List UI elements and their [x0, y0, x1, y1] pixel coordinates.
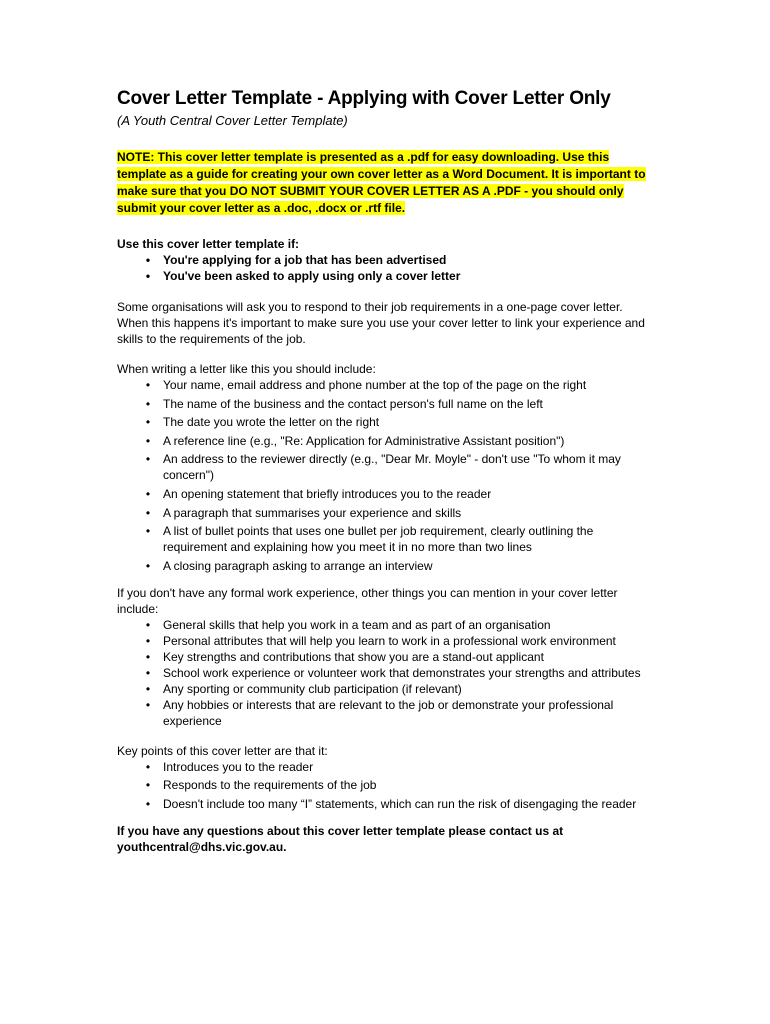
list-item-text: A paragraph that summarises your experience and skills [163, 505, 462, 520]
bullet-icon: • [145, 396, 151, 411]
list-item-text: The name of the business and the contact person's full name on the left [163, 396, 543, 411]
list-item [117, 414, 657, 430]
list-item-text: General skills that help you work in a team and as part of an organisation [163, 617, 551, 632]
bullet-icon: • [145, 378, 151, 392]
bullet-icon: • [145, 649, 151, 664]
page-subtitle: (A Youth Central Cover Letter Template) [117, 113, 348, 128]
list-item [117, 697, 657, 729]
key-points-heading: Key points of this cover letter are that it: [117, 743, 328, 758]
list-item [117, 665, 657, 681]
include-heading: When writing a letter like this you should include: [117, 362, 376, 376]
bullet-icon: • [145, 452, 151, 467]
list-item-text: A list of bullet points that uses one bullet per job requirement, clearly outlining the requirement and explaining how you meet it in no more than two lines [163, 524, 594, 555]
bullet-icon: • [145, 486, 151, 501]
list-item [117, 777, 657, 793]
bullet-icon: • [145, 269, 151, 283]
list-item-text: An opening statement that briefly introduces you to the reader [163, 486, 492, 501]
list-item-text: You're applying for a job that has been advertised [163, 253, 447, 267]
list-item [117, 268, 657, 284]
list-item [117, 505, 657, 521]
use-list [117, 252, 657, 284]
list-item-text: Key strengths and contributions that show you are a stand-out applicant [163, 649, 544, 664]
contact-paragraph: If you have any questions about this cover letter template please contact us at youthcentral@dhs.vic.gov.au. [117, 823, 564, 854]
list-item [117, 377, 657, 393]
list-item-text: A closing paragraph asking to arrange an interview [163, 558, 433, 573]
bullet-icon: • [145, 617, 151, 632]
bullet-icon: • [145, 433, 151, 448]
list-item [117, 451, 657, 483]
bullet-icon: • [145, 524, 151, 539]
list-item-text: A reference line (e.g., "Re: Application for Administrative Assistant position") [163, 433, 565, 448]
include-list [117, 377, 657, 574]
bullet-icon: • [145, 253, 151, 267]
list-item [117, 433, 657, 449]
list-item [117, 486, 657, 502]
list-item [117, 796, 657, 812]
list-item [117, 649, 657, 665]
list-item-text: Responds to the requirements of the job [163, 778, 377, 793]
list-item [117, 558, 657, 574]
list-item [117, 633, 657, 649]
key-points-list [117, 759, 657, 812]
experience-heading: If you don't have any formal work experience, other things you can mention in your cover letter include: [117, 585, 618, 616]
list-item-text: You've been asked to apply using only a cover letter [163, 269, 461, 283]
experience-list [117, 617, 657, 729]
bullet-icon: • [145, 415, 151, 430]
use-heading: Use this cover letter template if: [117, 237, 300, 251]
bullet-icon: • [145, 681, 151, 696]
list-item-text: School work experience or volunteer work that demonstrates your strengths and attributes [163, 665, 641, 680]
bullet-icon: • [145, 796, 151, 811]
note-text: NOTE: This cover letter template is presented as a .pdf for easy downloading. Use this template as a guide for creating your own cover letter as a Word Document. It is important to make sure that you DO NOT SUBMIT YOUR COVER LETTER AS A .PDF - you should only submit your cover letter as a .doc, .docx or .rtf file. [117, 150, 646, 215]
list-item [117, 252, 657, 268]
list-item-text: Introduces you to the reader [163, 759, 314, 774]
list-item [117, 396, 657, 412]
list-item-text: Doesn't include too many “I” statements, which can run the risk of disengaging the reader [163, 796, 637, 811]
bullet-icon: • [145, 759, 151, 774]
list-item [117, 617, 657, 633]
list-item-text: Any sporting or community club participation (if relevant) [163, 681, 462, 696]
list-item [117, 681, 657, 697]
bullet-icon: • [145, 558, 151, 573]
bullet-icon: • [145, 778, 151, 793]
highlighted-note [117, 149, 657, 217]
list-item-text: An address to the reviewer directly (e.g., "Dear Mr. Moyle" - don't use "To whom it may concern") [163, 452, 621, 483]
intro-paragraph: Some organisations will ask you to respond to their job requirements in a one-page cover letter. When this happens it's important to make sure you use your cover letter to link your experience and skills to the requirements of the job. [117, 300, 645, 346]
document-body [117, 87, 657, 855]
bullet-icon: • [145, 633, 151, 648]
list-item-text: Your name, email address and phone number at the top of the page on the right [163, 378, 587, 392]
list-item-text: Personal attributes that will help you learn to work in a professional work environment [163, 633, 616, 648]
list-item-text: The date you wrote the letter on the right [163, 415, 380, 430]
list-item-text: Any hobbies or interests that are relevant to the job or demonstrate your professional experience [163, 697, 614, 728]
list-item [117, 759, 657, 775]
bullet-icon: • [145, 665, 151, 680]
bullet-icon: • [145, 697, 151, 712]
page-title: Cover Letter Template - Applying with Cover Letter Only [117, 88, 611, 109]
bullet-icon: • [145, 505, 151, 520]
list-item [117, 523, 657, 555]
